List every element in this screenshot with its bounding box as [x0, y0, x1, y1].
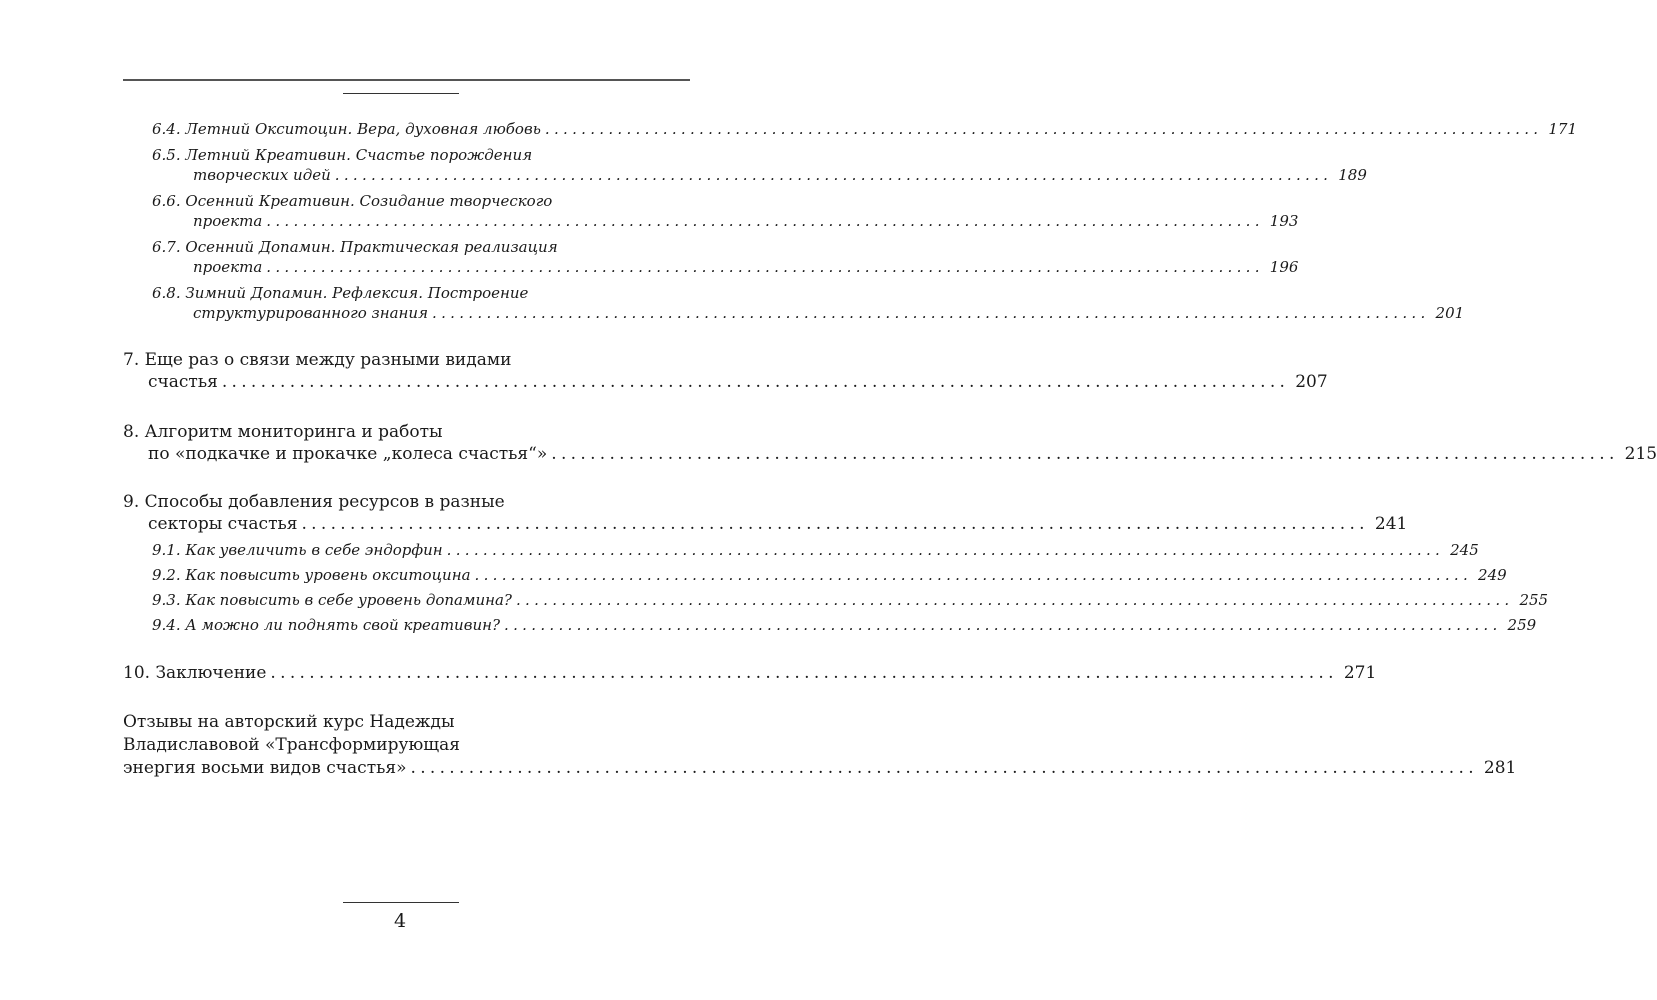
toc-entry-title: проекта [193, 258, 263, 276]
page-number: 4 [393, 910, 407, 932]
dot-leader: .............................................................................................................. [474, 566, 1473, 584]
toc-entry-9-2[interactable] [152, 566, 1507, 584]
toc-entry-title: 6.6. Осенний Креативин. Созидание творческого [152, 192, 553, 210]
toc-entry-8[interactable] [148, 444, 1657, 464]
toc-page-number: 207 [1295, 372, 1328, 392]
toc-page-number: 259 [1507, 616, 1537, 634]
toc-entry-9-4[interactable] [152, 616, 1537, 634]
toc-page-number: 271 [1343, 663, 1377, 683]
toc-entry-title: 6.8. Зимний Допамин. Рефлексия. Построение [152, 284, 529, 302]
dot-leader: .............................................................................................................. [551, 444, 1619, 464]
dot-leader: .............................................................................................................. [266, 212, 1264, 230]
toc-entry-title: по «подкачке и прокачке „колеса счастья“» [148, 444, 548, 464]
toc-entry-title: творческих идей [193, 166, 331, 184]
toc-entry-title: 9.3. Как повысить в себе уровень допамина? [152, 591, 512, 609]
toc-entry-6-7[interactable] [193, 258, 1299, 276]
dot-leader: .............................................................................................................. [410, 758, 1478, 778]
toc-entry-9-1[interactable] [152, 541, 1479, 559]
dot-leader: .............................................................................................................. [334, 166, 1333, 184]
toc-entry-title: 9. Способы добавления ресурсов в разные [123, 492, 505, 512]
toc-page-number: 245 [1450, 541, 1479, 559]
toc-entry-6-8[interactable] [193, 304, 1465, 322]
toc-entry-6-8-line1 [152, 284, 690, 302]
toc-entry-6-6-line1 [152, 192, 690, 210]
toc-page-number: 249 [1478, 566, 1507, 584]
toc-entry-title: энергия восьми видов счастья» [123, 758, 407, 778]
toc-entry-title: 9.4. А можно ли поднять свой креативин? [152, 616, 501, 634]
top-short-rule [343, 93, 459, 94]
toc-entry-6-6[interactable] [193, 212, 1299, 230]
toc-entry-7[interactable] [148, 372, 1328, 392]
toc-entry-7-line1 [123, 350, 690, 370]
toc-entry-title: 8. Алгоритм мониторинга и работы [123, 422, 443, 442]
toc-entry-title: счастья [148, 372, 218, 392]
toc-entry-6-5[interactable] [193, 166, 1367, 184]
toc-entry-title: 6.7. Осенний Допамин. Практическая реализация [152, 238, 558, 256]
toc-entry-9[interactable] [148, 514, 1408, 534]
toc-page-number: 255 [1519, 591, 1549, 609]
toc-entry-9-line1 [123, 492, 690, 512]
toc-entry-title: 6.4. Летний Окситоцин. Вера, духовная любовь [152, 120, 541, 138]
toc-entry-title: 7. Еще раз о связи между разными видами [123, 350, 512, 370]
dot-leader: .............................................................................................................. [504, 616, 1502, 634]
toc-entry-6-5-line1 [152, 146, 690, 164]
toc-entry-6-7-line1 [152, 238, 690, 256]
dot-leader: .............................................................................................................. [432, 304, 1430, 322]
toc-entry-9-3[interactable] [152, 591, 1549, 609]
toc-page-number: 201 [1435, 304, 1465, 322]
dot-leader: .............................................................................................................. [270, 663, 1338, 683]
dot-leader: .............................................................................................................. [221, 372, 1290, 392]
toc-entry-title: Отзывы на авторский курс Надежды [123, 712, 455, 732]
dot-leader: .............................................................................................................. [446, 541, 1445, 559]
toc-entry-10[interactable] [123, 663, 1377, 683]
toc-page-number: 171 [1548, 120, 1578, 138]
toc-page-number: 281 [1483, 758, 1517, 778]
toc-entry-title: секторы счастья [148, 514, 298, 534]
dot-leader: .............................................................................................................. [544, 120, 1543, 138]
toc-entry-reviews[interactable] [123, 758, 1517, 778]
toc-entry-8-line1 [123, 422, 690, 442]
toc-entry-reviews-line1 [123, 712, 690, 732]
toc-entry-6-4[interactable] [152, 120, 1578, 138]
dot-leader: .............................................................................................................. [266, 258, 1264, 276]
toc-page-number: 196 [1269, 258, 1299, 276]
toc-entry-title: 10. Заключение [123, 663, 267, 683]
dot-leader: .............................................................................................................. [301, 514, 1369, 534]
toc-entry-title: 9.2. Как повысить уровень окситоцина [152, 566, 471, 584]
toc-page-number: 193 [1269, 212, 1299, 230]
toc-entry-title: структурированного знания [193, 304, 429, 322]
toc-entry-title: проекта [193, 212, 263, 230]
toc-entry-reviews-line2 [123, 735, 690, 755]
toc-page-number: 189 [1338, 166, 1367, 184]
toc-entry-title: 6.5. Летний Креативин. Счастье порождения [152, 146, 533, 164]
toc-entry-title: Владиславовой «Трансформирующая [123, 735, 460, 755]
toc-page-number: 241 [1374, 514, 1408, 534]
toc-entry-title: 9.1. Как увеличить в себе эндорфин [152, 541, 443, 559]
bottom-short-rule [343, 902, 459, 903]
toc-page-number: 215 [1624, 444, 1657, 464]
dot-leader: .............................................................................................................. [515, 591, 1514, 609]
top-rule [123, 79, 690, 81]
